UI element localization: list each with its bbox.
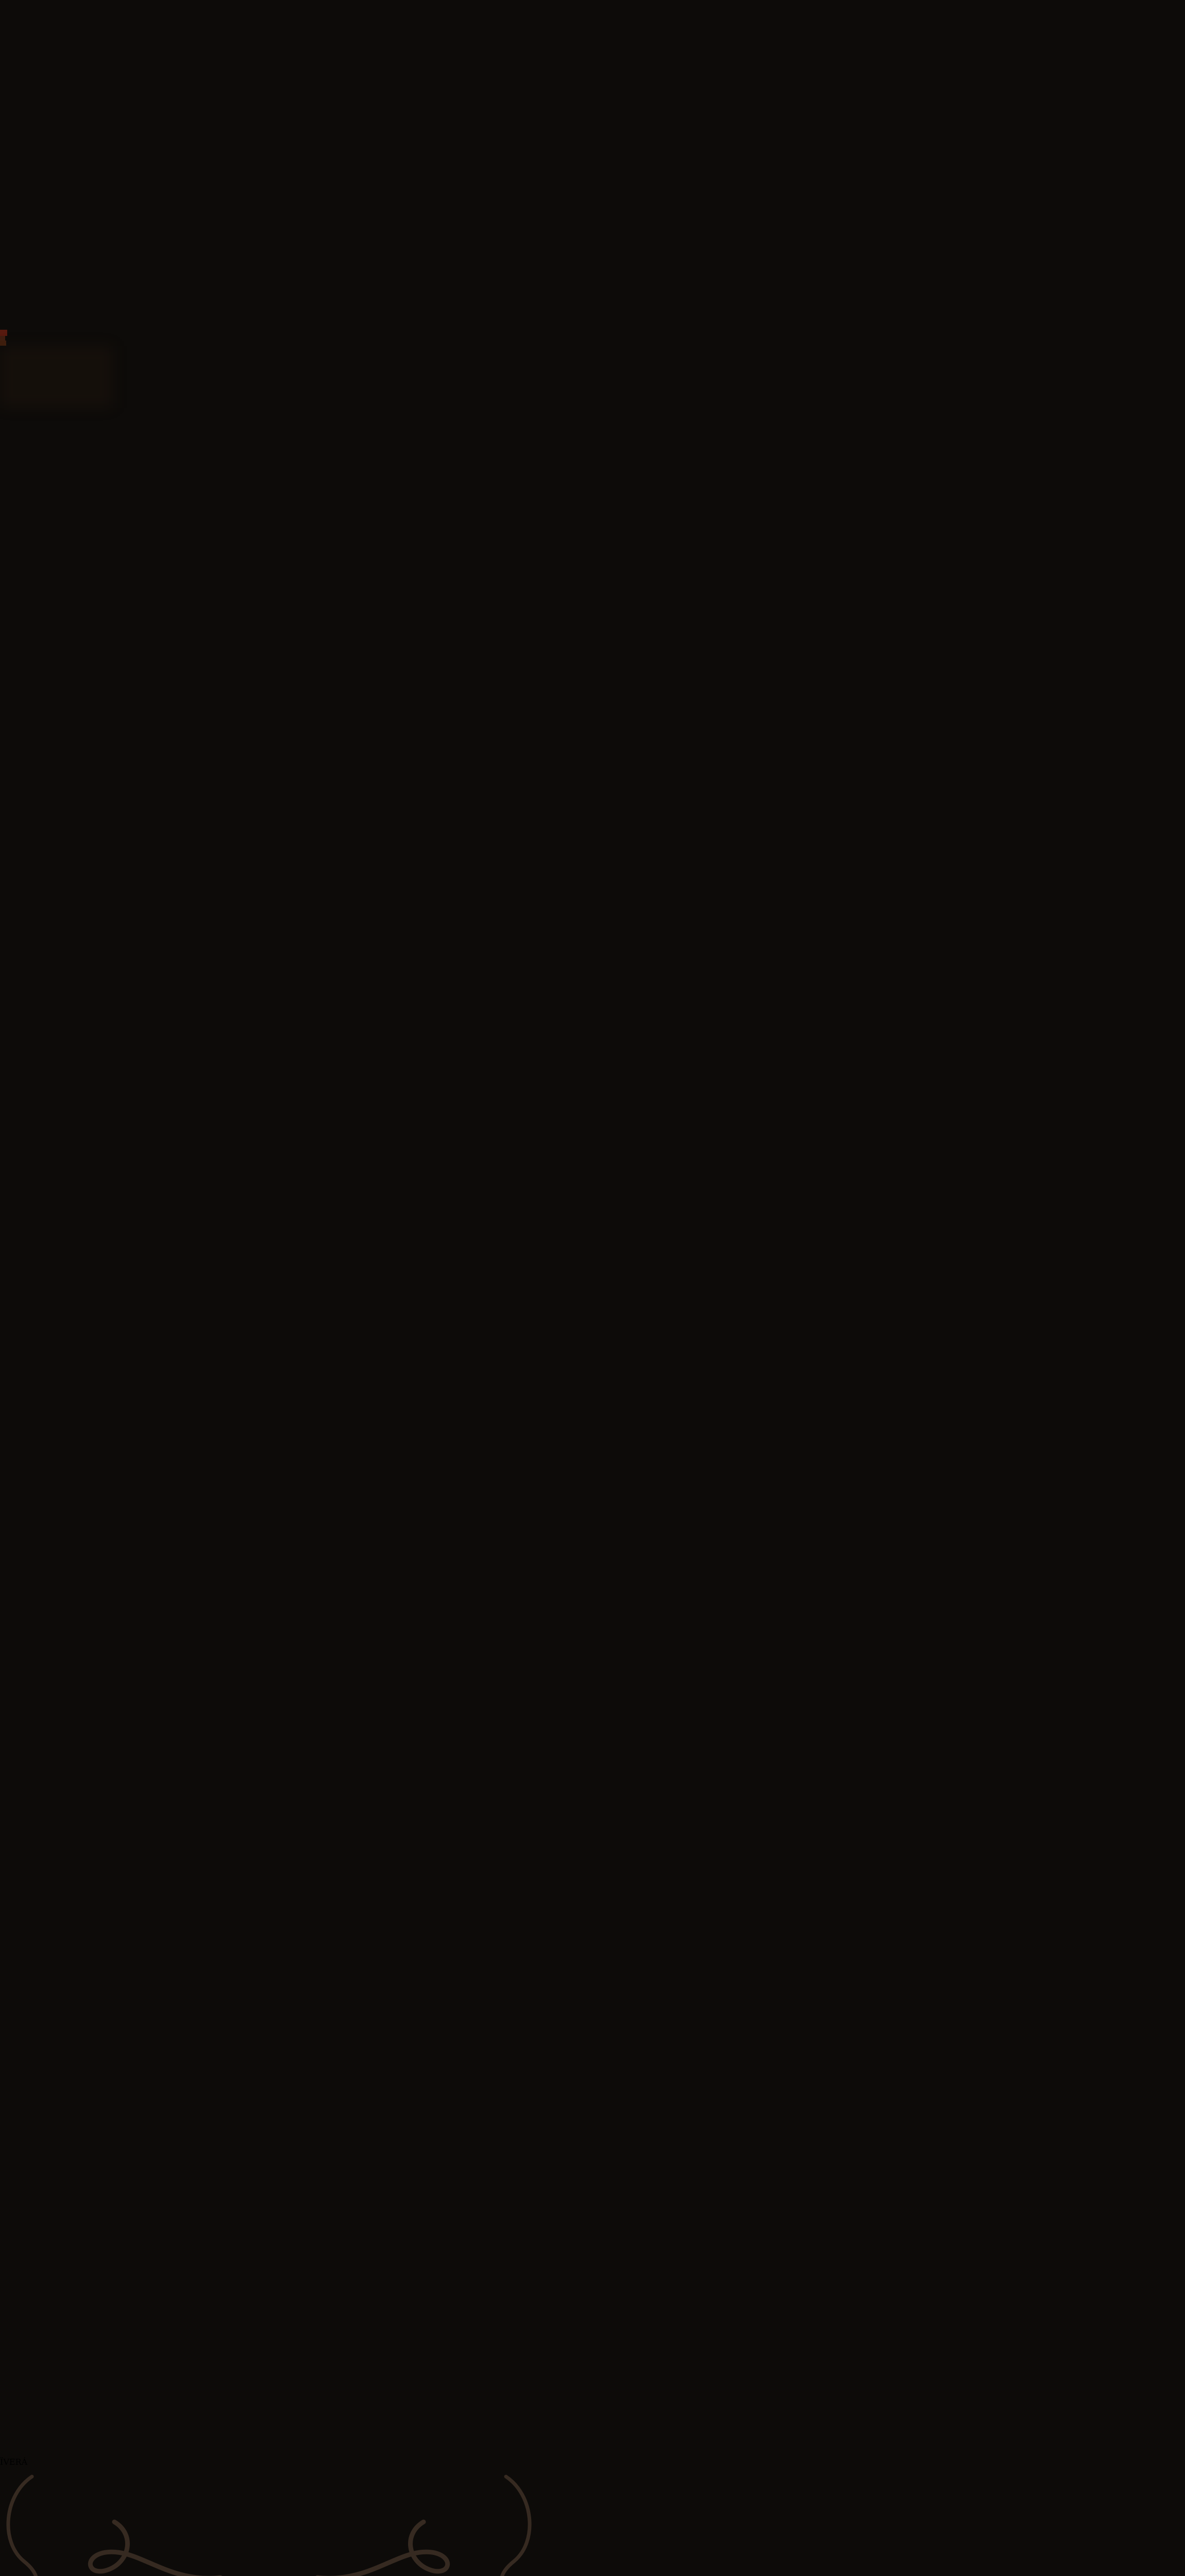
binding-edge-strip — [0, 28, 35, 1609]
verso-showthrough — [0, 299, 464, 330]
flourish-ornament-icon — [0, 2475, 538, 2576]
verso-showthrough — [0, 258, 392, 299]
verso-showthrough — [0, 41, 309, 118]
masthead-logo: ÏVERÁ — [0, 2457, 28, 2467]
verso-showthrough — [0, 0, 268, 41]
fold-crease — [0, 1993, 2, 2457]
verso-showthrough — [0, 118, 268, 185]
verso-showthrough — [0, 185, 330, 258]
paper-stain — [0, 346, 113, 408]
